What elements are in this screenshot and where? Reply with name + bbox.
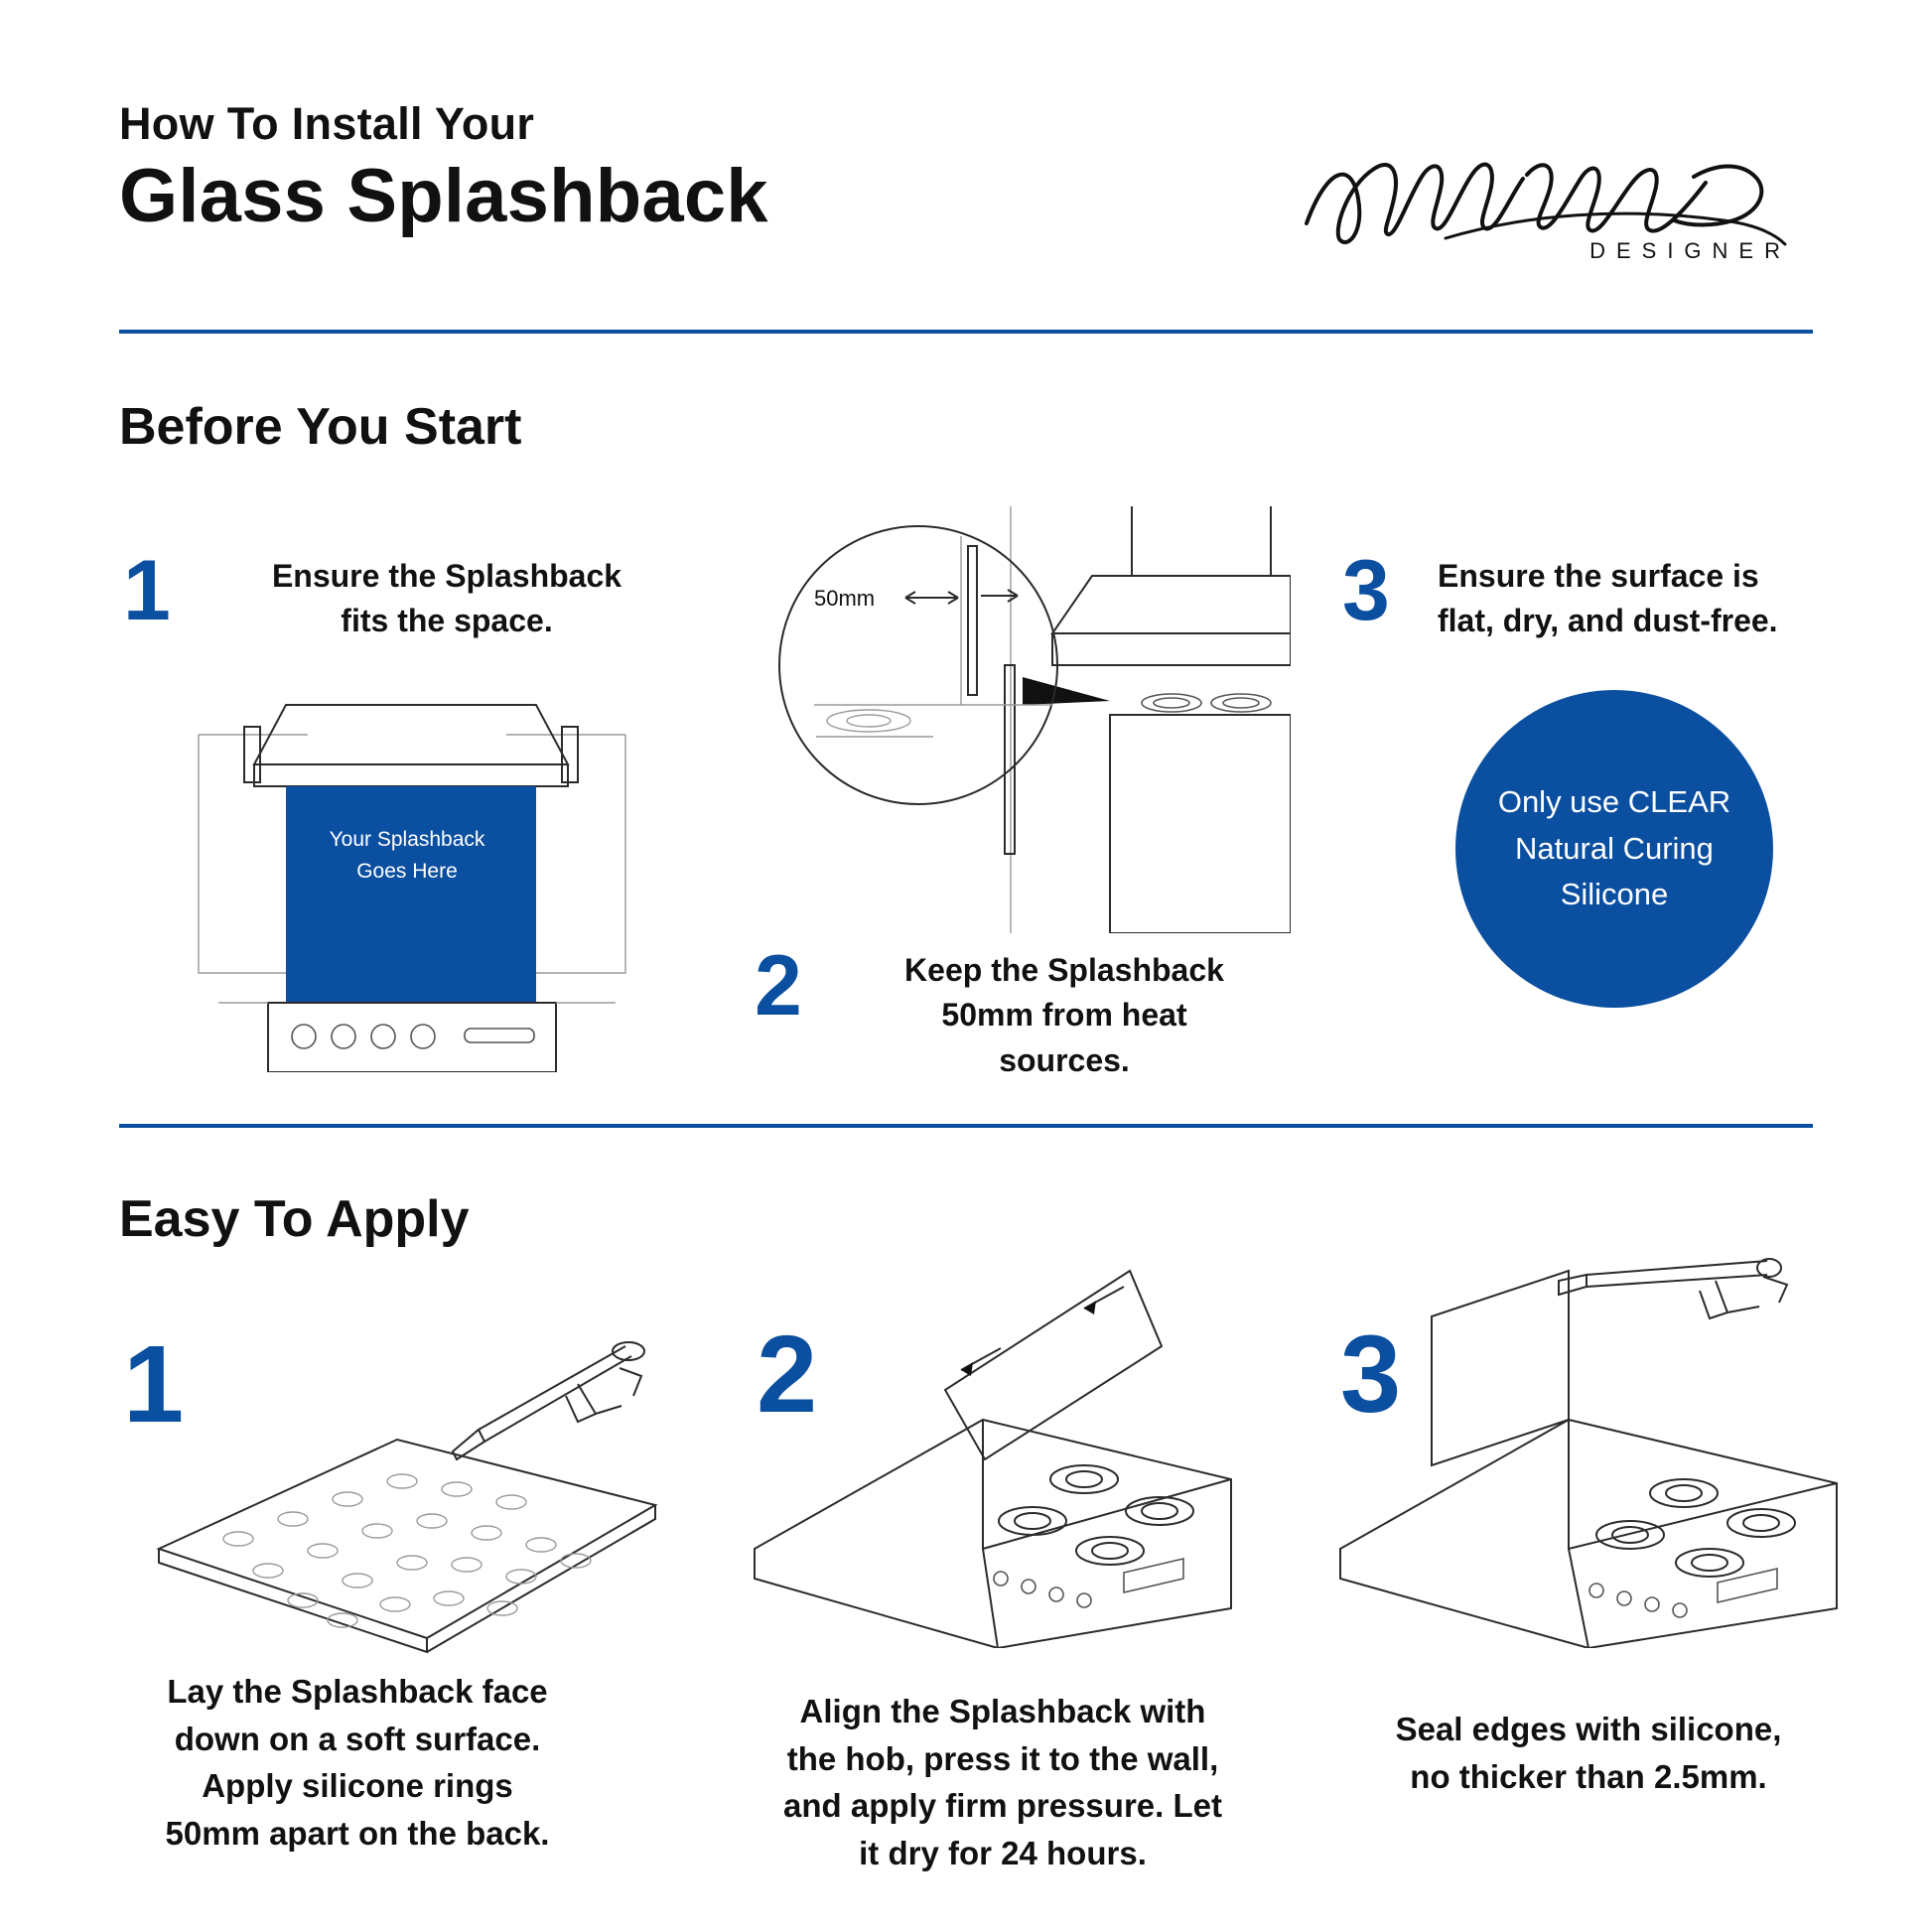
before-step-3-text <box>1438 554 1855 644</box>
apply-step-2-caption <box>725 1688 1281 1876</box>
apply-step-1-number: 1 <box>123 1323 185 1446</box>
apply-step-2-caption-line3: and apply firm pressure. Let <box>783 1787 1222 1825</box>
brand-logo <box>1297 99 1813 298</box>
before-step-1-text-line2: fits the space. <box>341 603 553 639</box>
before-step-2-text <box>856 948 1273 1083</box>
before-step-3-text-line1: Ensure the surface is <box>1438 558 1759 594</box>
apply-step-3-caption-line1: Seal edges with silicone, <box>1395 1711 1782 1747</box>
splashback-placeholder-line1: Your Splashback <box>329 828 485 851</box>
before-step-2-number: 2 <box>755 938 802 1034</box>
apply-step-2-caption-line1: Align the Splashback with <box>799 1693 1206 1729</box>
apply-step-2-caption-line2: the hob, press it to the wall, <box>786 1739 1219 1777</box>
badge-line-2: Natural Curing <box>1515 830 1714 866</box>
apply-step-2-number: 2 <box>757 1313 818 1436</box>
splashback-placeholder-line2: Goes Here <box>356 859 458 883</box>
logo-subtitle: DESIGNER <box>1589 238 1791 263</box>
apply-step-1-caption-line1: Lay the Splashback face <box>167 1673 548 1710</box>
illustration-silicone-rings <box>129 1311 685 1668</box>
before-step-1-number: 1 <box>123 543 171 638</box>
illustration-splashback-fit <box>179 675 645 1072</box>
section-heading-easy-to-apply: Easy To Apply <box>119 1190 470 1248</box>
apply-step-3-caption <box>1320 1706 1857 1800</box>
apply-step-1-caption-line4: 50mm apart on the back. <box>165 1814 550 1852</box>
before-step-2-text-line2: 50mm from heat <box>941 997 1187 1034</box>
clear-silicone-badge <box>1455 690 1773 1008</box>
apply-step-1-caption <box>109 1668 606 1857</box>
illustration-heat-clearance <box>755 506 1291 933</box>
dimension-label-50mm: 50mm <box>814 586 876 611</box>
illustration-align-splashback <box>735 1251 1251 1648</box>
page-title-line2: Glass Splashback <box>119 153 768 238</box>
apply-step-3-caption-line2: no thicker than 2.5mm. <box>1410 1757 1767 1795</box>
page-title-line1: How To Install Your <box>119 98 535 149</box>
divider-top <box>119 330 1813 334</box>
before-step-2-text-line3: sources. <box>999 1041 1130 1078</box>
badge-line-3: Silicone <box>1560 877 1669 912</box>
illustration-seal-edges <box>1320 1251 1876 1648</box>
before-step-3-number: 3 <box>1342 543 1390 638</box>
apply-step-1-caption-line2: down on a soft surface. <box>174 1720 541 1757</box>
before-step-2-text-line1: Keep the Splashback <box>904 952 1224 988</box>
divider-bottom <box>119 1124 1813 1128</box>
before-step-3-text-line2: flat, dry, and dust-free. <box>1438 603 1778 639</box>
before-step-1-text <box>213 554 680 644</box>
caulking-gun-icon-2 <box>1559 1259 1787 1318</box>
apply-step-2-caption-line4: it dry for 24 hours. <box>859 1834 1147 1871</box>
apply-step-1-caption-line3: Apply silicone rings <box>202 1767 513 1805</box>
apply-step-3-number: 3 <box>1340 1313 1402 1436</box>
before-step-1-text-line1: Ensure the Splashback <box>271 558 622 594</box>
caulking-gun-icon <box>453 1342 644 1459</box>
header <box>119 99 1813 328</box>
badge-line-1: Only use CLEAR <box>1497 784 1731 820</box>
section-heading-before-you-start: Before You Start <box>119 398 522 456</box>
splashback-placeholder-label <box>278 824 536 887</box>
